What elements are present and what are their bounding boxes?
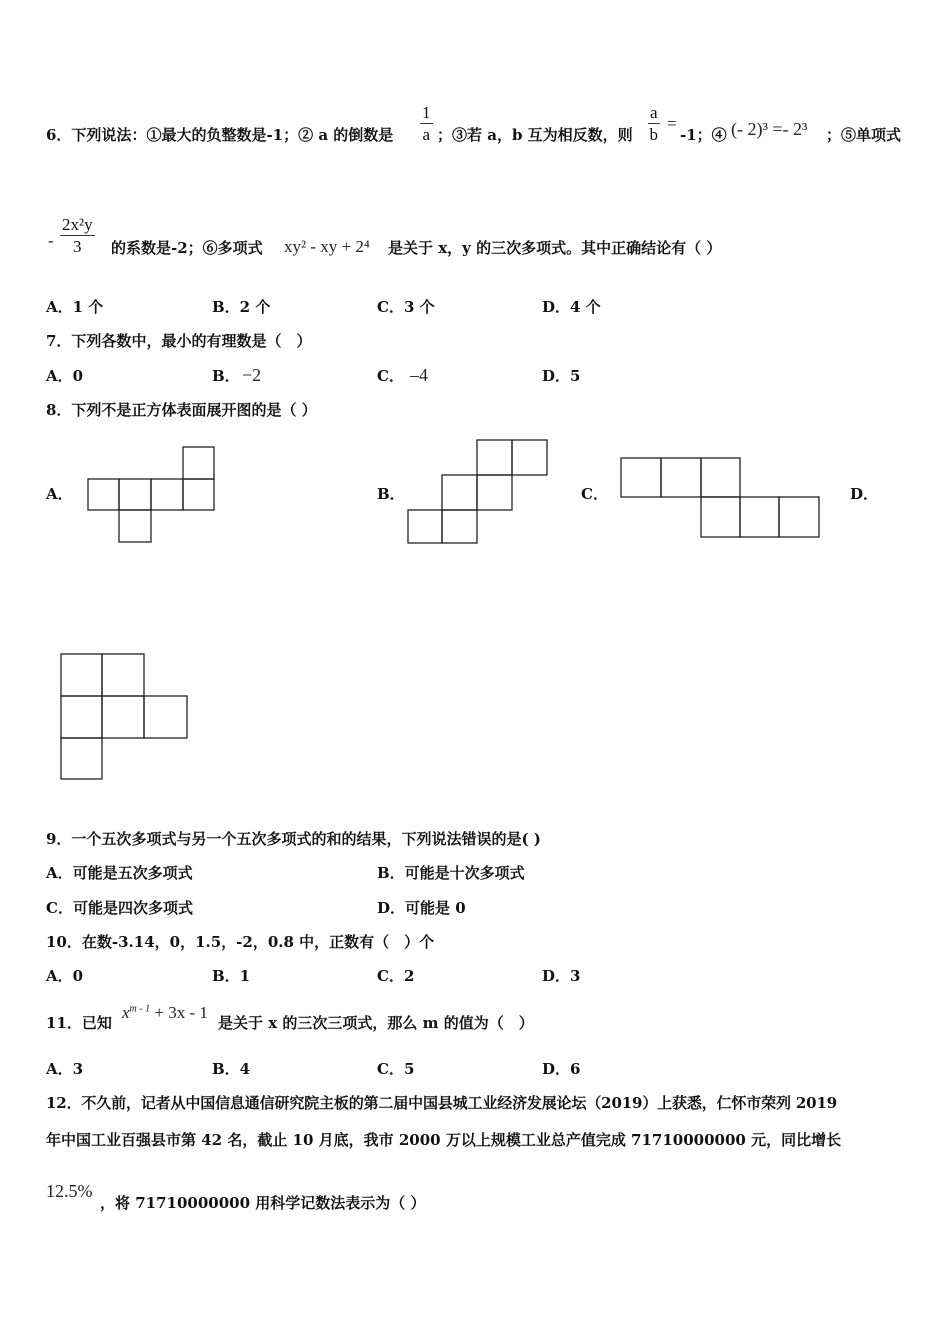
- q6-monomial-minus: -: [48, 231, 54, 250]
- net-d-square: [61, 654, 102, 696]
- q10-option-c: C．2: [377, 967, 415, 985]
- net-c-square: [740, 497, 779, 537]
- q10-option-a: A．0: [46, 967, 84, 985]
- net-b-square: [442, 510, 477, 543]
- q6-part3: ；③若 a，b 互为相反数，则: [437, 126, 633, 144]
- net-b-square: [442, 475, 477, 510]
- q8-label-d: D．: [850, 485, 879, 503]
- q6-ab-eq: =: [667, 114, 677, 133]
- net-c-square: [701, 458, 740, 497]
- q7-option-a: A．0: [46, 367, 84, 385]
- q6-equation-4: (- 2)³ =- 2³: [731, 119, 808, 139]
- net-b-square: [477, 475, 512, 510]
- q9-option-c: C．可能是四次多项式: [46, 899, 193, 917]
- net-a-square: [88, 479, 119, 510]
- q6-option-d: D．4 个: [542, 298, 601, 316]
- q12-line2: 年中国工业百强县市第 42 名，截止 10 月底，我市 2000 万以上规模工业总产值完成 71710000000 元，同比增长: [46, 1131, 842, 1149]
- net-c-square: [701, 497, 740, 537]
- net-d-square: [102, 654, 144, 696]
- q11-expression: $x^{m - 1} + 3x - 1$: [122, 1003, 208, 1022]
- q8-label-b: B．: [377, 485, 405, 503]
- q7-option-d: D．5: [542, 367, 581, 385]
- q11-pre: 11．已知: [46, 1014, 112, 1032]
- q12-percent: 12.5%: [46, 1181, 93, 1201]
- q8-net-c: [617, 455, 823, 541]
- net-b-square: [408, 510, 442, 543]
- q10-option-d: D．3: [542, 967, 581, 985]
- q11-post: 是关于 x 的三次三项式，那么 m 的值为（ ）: [218, 1014, 534, 1032]
- net-d-square: [61, 696, 102, 738]
- net-a-square: [183, 479, 214, 510]
- q11-option-c: C．5: [377, 1060, 415, 1078]
- net-c-square: [661, 458, 701, 497]
- net-d-square: [102, 696, 144, 738]
- net-c-square: [779, 497, 819, 537]
- q8-label-c: C．: [581, 485, 608, 503]
- q6-reciprocal-fraction: $\frac{1}{a}$: [422, 103, 431, 144]
- net-d-square: [144, 696, 187, 738]
- net-d-square: [61, 738, 102, 779]
- q12-line3: ，将 71710000000 用科学记数法表示为（ ）: [100, 1194, 426, 1212]
- q7-stem: 7．下列各数中，最小的有理数是（ ）: [46, 332, 312, 350]
- q6-ab-fraction: $\frac{a}{b}$: [649, 103, 659, 144]
- q6-intro: 6．下列说法：①最大的负整数是-1；② a 的倒数是: [46, 126, 394, 144]
- q6-tail: 是关于 x，y 的三次多项式。其中正确结论有（ ）: [388, 239, 722, 257]
- q10-option-b: B．1: [212, 967, 251, 985]
- q11-option-a: A．3: [46, 1060, 84, 1078]
- q12-line1: 12．不久前，记者从中国信息通信研究院主板的第二届中国县城工业经济发展论坛（2019）上获悉，仁怀市荣列 2019: [46, 1094, 838, 1112]
- q6-part5: ；⑤单项式: [826, 126, 902, 144]
- net-b-square: [477, 440, 512, 475]
- q7-option-c: C．: [377, 367, 404, 385]
- q9-option-a: A．可能是五次多项式: [46, 864, 193, 882]
- q6-coef-text: 的系数是-2；⑥多项式: [111, 239, 263, 257]
- net-a-square: [183, 447, 214, 479]
- q8-stem: 8．下列不是正方体表面展开图的是（ ）: [46, 401, 317, 419]
- net-b-square: [512, 440, 547, 475]
- q8-label-a: A．: [46, 485, 73, 503]
- q8-net-d: [58, 651, 192, 783]
- q9-option-b: B．可能是十次多项式: [377, 864, 525, 882]
- q6-polynomial: xy² - xy + 2⁴: [284, 237, 370, 256]
- q7-value-b: −2: [242, 365, 262, 385]
- net-c-square: [621, 458, 661, 497]
- q6-option-a: A．1 个: [46, 298, 104, 316]
- net-a-square: [151, 479, 183, 510]
- q8-net-a: [85, 444, 219, 546]
- q9-option-d: D．可能是 0: [377, 899, 466, 917]
- q9-stem: 9．一个五次多项式与另一个五次多项式的和的结果，下列说法错误的是( ): [46, 830, 541, 848]
- q11-option-b: B．4: [212, 1060, 251, 1078]
- q6-ab-value: -1；④: [680, 126, 727, 144]
- q11-option-d: D．6: [542, 1060, 581, 1078]
- q6-option-b: B．2 个: [212, 298, 271, 316]
- net-a-square: [119, 479, 151, 510]
- q6-option-c: C．3 个: [377, 298, 435, 316]
- q6-monomial-fraction: $\frac{\text{2x²y}}{3}$: [62, 215, 93, 256]
- q7-option-b: B．: [212, 367, 240, 385]
- net-a-square: [119, 510, 151, 542]
- q7-value-c: –4: [410, 365, 428, 385]
- q10-stem: 10．在数-3.14，0，1.5，-2，0.8 中，正数有（ ）个: [46, 933, 435, 951]
- q8-net-b: [405, 437, 551, 547]
